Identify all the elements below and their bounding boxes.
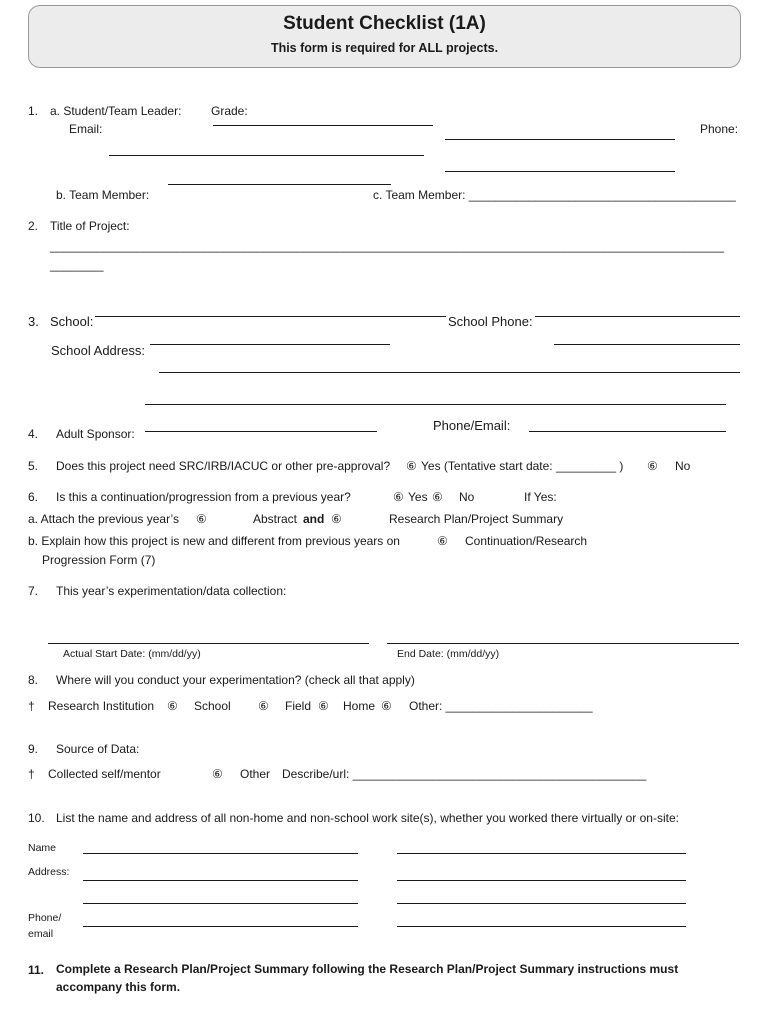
collected-self-label: Collected self/mentor — [48, 767, 161, 781]
worksite-address-field-4[interactable] — [397, 903, 686, 904]
q6a-research-plan-label: Research Plan/Project Summary — [389, 512, 564, 526]
adult-sponsor-label: Adult Sponsor: — [56, 427, 135, 441]
q6b-label: b. Explain how this project is new and different from previous years on — [28, 534, 400, 548]
title-field-line2[interactable]: ________ — [50, 258, 104, 272]
email-field[interactable] — [109, 155, 424, 156]
worksite-address-field-1[interactable] — [83, 880, 358, 881]
worksite-name-field-2[interactable] — [397, 853, 686, 854]
q10-number: 10. — [28, 811, 45, 825]
q11-number: 11. — [28, 963, 45, 977]
q5-yes-checkbox[interactable]: ⑥ — [406, 459, 417, 473]
worksite-email-label: email — [28, 928, 54, 940]
worksite-address-field-2[interactable] — [397, 880, 686, 881]
team-member-b-label: b. Team Member: — [56, 188, 150, 202]
q6-yes-label: Yes — [408, 490, 428, 504]
start-date-field[interactable] — [48, 643, 369, 644]
q9-number: 9. — [28, 742, 39, 756]
q11-instruction: Complete a Research Plan/Project Summary following the Research Plan/Project Summary instructions must accompany this form. — [56, 962, 679, 994]
q3-number: 3. — [28, 314, 39, 329]
title-field-line1[interactable]: _____________________________________________________________________________________________________ — [50, 239, 725, 253]
school-option-checkbox[interactable]: ⑥ — [167, 699, 178, 713]
q2-number: 2. — [28, 219, 39, 233]
q4-number: 4. — [28, 427, 39, 441]
q6a-label: a. Attach the previous year’s — [28, 512, 179, 526]
q6a-and: and — [303, 512, 325, 526]
grade-field[interactable] — [213, 125, 433, 126]
worksite-address-field-3[interactable] — [83, 903, 358, 904]
worksite-name-field-1[interactable] — [83, 853, 358, 854]
q5-no-checkbox[interactable]: ⑥ — [647, 459, 658, 473]
home-option-label: Home — [343, 699, 376, 713]
collected-self-checkbox[interactable]: † — [28, 767, 35, 781]
q5-no-label: No — [675, 459, 691, 473]
q6-no-label: No — [459, 490, 475, 504]
q7-number: 7. — [28, 584, 39, 598]
worksite-phone-field-2[interactable] — [397, 926, 686, 927]
email-label: Email: — [69, 122, 103, 136]
school-phone-field[interactable] — [554, 344, 740, 345]
q6-no-checkbox[interactable]: ⑥ — [432, 490, 443, 504]
field-option-label: Field — [285, 699, 312, 713]
leader-name-field[interactable] — [445, 139, 675, 140]
home-option-checkbox[interactable]: ⑥ — [318, 699, 329, 713]
sponsor-phone-email-field[interactable] — [529, 431, 726, 432]
q6a-research-plan-checkbox[interactable]: ⑥ — [331, 512, 342, 526]
worksite-address-label: Address: — [28, 866, 70, 878]
team-member-c-label[interactable]: c. Team Member: ________________________________________ — [373, 188, 736, 202]
q8-question: Where will you conduct your experimentation? (check all that apply) — [56, 673, 415, 687]
other-option-checkbox[interactable]: ⑥ — [381, 699, 392, 713]
adult-sponsor-field[interactable] — [145, 431, 377, 432]
form-header — [28, 5, 741, 68]
school-address-field-1[interactable] — [159, 372, 740, 373]
q6-question: Is this a continuation/progression from a previous year? — [56, 490, 351, 504]
page-subtitle: This form is required for ALL projects. — [270, 41, 499, 55]
school-address-label: School Address: — [51, 343, 145, 358]
q8-number: 8. — [28, 673, 39, 687]
describe-url-field[interactable]: Describe/url: ____________________________________________ — [282, 767, 647, 781]
phone-label: Phone: — [700, 122, 739, 136]
other-source-checkbox[interactable]: ⑥ — [212, 767, 223, 781]
phone-field[interactable] — [445, 171, 675, 172]
q6-number: 6. — [28, 490, 39, 504]
research-institution-label: Research Institution — [48, 699, 155, 713]
q1-number: 1. — [28, 104, 39, 118]
end-date-label: End Date: (mm/dd/yy) — [397, 648, 500, 660]
q6b-form-label-2: Progression Form (7) — [42, 553, 156, 567]
title-label: Title of Project: — [50, 219, 130, 233]
school-address-field-2[interactable] — [145, 404, 726, 405]
q5-yes-label: Yes (Tentative start date: _________ ) — [421, 459, 624, 473]
team-member-b-field[interactable] — [168, 184, 391, 185]
worksite-phone-field-1[interactable] — [83, 926, 358, 927]
leader-label: a. Student/Team Leader: — [50, 104, 182, 118]
page-title: Student Checklist (1A) — [283, 13, 486, 34]
grade-label: Grade: — [211, 104, 248, 118]
q6a-abstract-label: Abstract — [253, 512, 298, 526]
q6b-form-checkbox[interactable]: ⑥ — [437, 534, 448, 548]
worksite-phone-label: Phone/ — [28, 912, 62, 924]
q9-question: Source of Data: — [56, 742, 140, 756]
other-option-label[interactable]: Other: ______________________ — [409, 699, 593, 713]
q6b-form-label: Continuation/Research — [465, 534, 588, 548]
school-name-field[interactable] — [150, 344, 390, 345]
q6a-abstract-checkbox[interactable]: ⑥ — [196, 512, 207, 526]
q10-question: List the name and address of all non-home and non-school work site(s), whether you worked there virtually or on-site: — [56, 811, 679, 825]
q6-yes-checkbox[interactable]: ⑥ — [393, 490, 404, 504]
worksite-name-label: Name — [28, 842, 57, 854]
sponsor-phone-email-label: Phone/Email: — [433, 418, 511, 433]
q5-question: Does this project need SRC/IRB/IACUC or other pre-approval? — [56, 459, 391, 473]
school-phone-label: School Phone: — [448, 314, 533, 329]
field-option-checkbox[interactable]: ⑥ — [258, 699, 269, 713]
other-source-label: Other — [240, 767, 271, 781]
school-option-label: School — [194, 699, 231, 713]
end-date-field[interactable] — [387, 643, 739, 644]
q7-question: This year’s experimentation/data collection: — [56, 584, 287, 598]
research-institution-checkbox[interactable]: † — [28, 699, 35, 713]
start-date-label: Actual Start Date: (mm/dd/yy) — [63, 648, 201, 660]
school-label: School: — [50, 314, 94, 329]
school-field[interactable] — [95, 316, 740, 317]
q6-if-yes: If Yes: — [524, 490, 557, 504]
q5-number: 5. — [28, 459, 39, 473]
